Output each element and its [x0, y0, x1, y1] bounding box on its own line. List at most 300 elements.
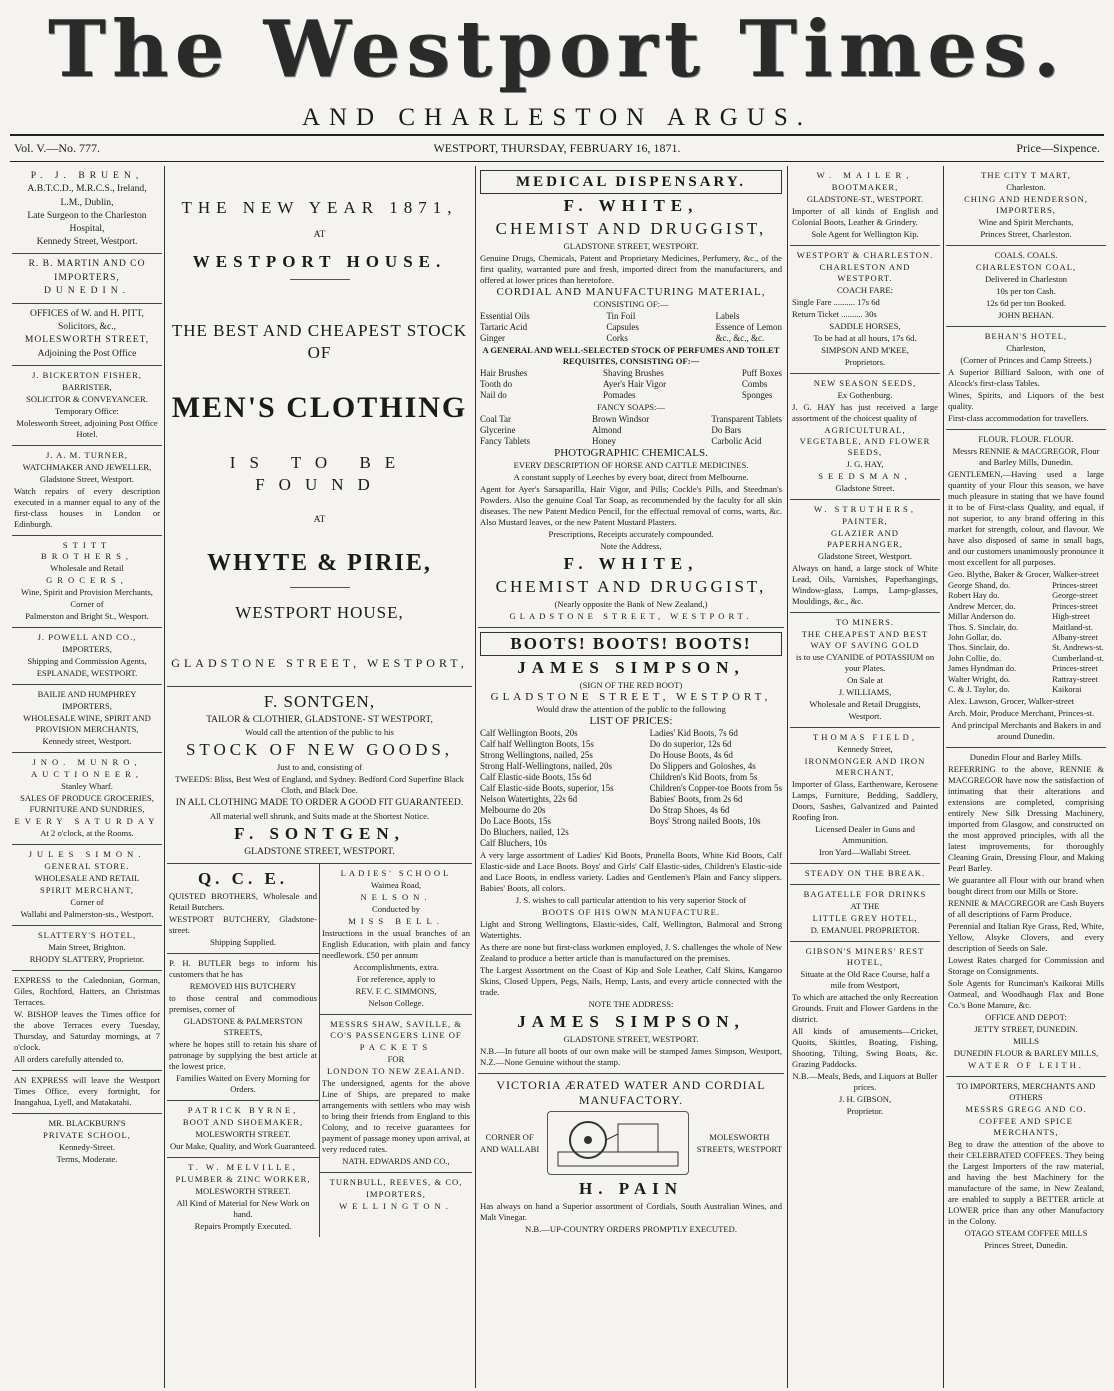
ad-line: CORNER OF — [485, 1131, 534, 1142]
ad-bruen — [12, 166, 162, 254]
ad-line: REV. F. C. SIMMONS, — [355, 986, 437, 997]
ad-line: Charleston. — [1006, 182, 1046, 192]
ad-line: Sole Agent for Wellington Kip. — [811, 229, 919, 239]
ad-line: NATH. EDWARDS AND CO., — [342, 1156, 450, 1167]
ad-line: Note the Address, — [600, 541, 662, 551]
ad-line: F. SONTGEN, — [234, 823, 405, 843]
ad-heading: SLATTERY'S HOTEL, — [37, 930, 137, 941]
ad-line: At 2 o'clock, at the Rooms. — [40, 828, 134, 839]
ad-heading: J. BICKERTON FISHER, — [31, 370, 143, 381]
ad-line: Families Waited on Every Morning for Orders. — [176, 1073, 310, 1095]
ad-line: IS TO BE FOUND — [229, 453, 410, 495]
price: Price—Sixpence. — [1016, 141, 1100, 155]
ad-line: Return Ticket .......... 30s — [792, 309, 877, 319]
ad-heading: TURNBULL, REEVES, & CO, — [329, 1177, 463, 1188]
ad-heading: THE NEW YEAR 1871, — [181, 198, 458, 217]
ad-line: IMPORTERS, — [54, 271, 120, 283]
ad-line: REFERRING to the above, RENNIE & MACGREGOR have now the satisfaction of intimating that their alterations and extensions are completed, comprising entirely New Silk Dressing Machinery, imported from Glasgow, and constructed on the most approved principles, with all the latest improvements, for thoroughly Cleaning Grain, Dressing Flour, and Making Pearl Barley. — [948, 764, 1104, 874]
ad-coach — [790, 246, 940, 374]
column-5 — [946, 166, 1106, 1388]
ad-line: J. G. HAY has just received a large assortment of the choicest quality of — [792, 402, 938, 423]
sub-column-right — [320, 864, 472, 1237]
ad-heading: GIBSON'S MINERS' REST HOTEL, — [805, 946, 925, 967]
ad-line: (SIGN OF THE RED BOOT) — [579, 680, 683, 690]
column-2 — [167, 166, 472, 1388]
ad-line: DUNEDIN. — [43, 285, 131, 297]
ad-heading: TO IMPORTERS, MERCHANTS AND OTHERS — [956, 1081, 1096, 1103]
ad-line: NOTE THE ADDRESS: — [588, 999, 674, 1009]
newspaper-title: The Westport Times. — [47, 4, 1067, 95]
ad-line: QUISTED BROTHERS, Wholesale and Retail Butchers. — [169, 891, 317, 913]
ad-line: Prescriptions, Receipts accurately compounded. — [548, 529, 714, 539]
ad-line: Terms, Moderate. — [56, 1154, 118, 1165]
ad-line: Situate at the Old Race Course, half a mile from Westport, — [800, 969, 930, 990]
ad-line: GLADSTONE STREET, WESTPORT, — [171, 655, 468, 670]
ad-fisher — [12, 366, 162, 446]
ad-line: to those central and commodious premises, corner of — [169, 993, 317, 1015]
price-list-column: Calf Wellington Boots, 20s Calf half Wellington Boots, 15s Strong Wellingtons, nailed, 25s Strong Half-Wellingtons, nailed, 20s Calf Elastic-side Boots, 15s 6d Calf Elastic-side Boots, superior, 15s Nelson Watertights, 22s 6d Melbourne do 20s Do Lace Boots, 15s Do Bluchers, nailed, 12s Calf Bluchers, 10s — [480, 728, 614, 848]
ad-line: Shipping and Commission Agents, — [27, 656, 147, 667]
ad-line: MISS BELL. — [348, 916, 444, 927]
ad-gibson — [790, 942, 940, 1122]
ad-line: Single Fare .......... 17s 6d — [792, 297, 880, 307]
ad-line: Iron Yard—Wallabi Street. — [819, 847, 911, 857]
volume-number: Vol. V.—No. 777. — [14, 141, 101, 155]
ad-struthers — [790, 500, 940, 613]
column-rule — [164, 166, 165, 1388]
ad-line: SALES OF PRODUCE GROCERIES, FURNITURE AND SUNDRIES, — [20, 793, 154, 815]
column-1 — [12, 166, 162, 1388]
ad-line: Princes Street, Charleston. — [980, 229, 1072, 239]
ad-line: Importer of Glass, Earthenware, Kerosene Lamps, Furniture, Bedding, Saddlery, Doors, Sashes, Galvanized and Painted Roofing Iron. — [792, 779, 938, 822]
ad-heading: OFFICES of W. and H. PITT, — [30, 307, 144, 319]
ad-heading: JNO. MUNRO, — [32, 757, 142, 768]
masthead-rule — [10, 134, 1104, 136]
ad-line: Palmerston and Bright St., Wesport. — [25, 611, 149, 622]
ad-line: GLADSTONE STREET, WESTPORT. — [563, 1034, 699, 1044]
ad-line: H. PAIN — [578, 1179, 683, 1198]
list-column: Essential Oils Tartaric Acid Ginger — [480, 311, 530, 343]
ad-line: To which are attached the only Recreation Grounds. Fruit and Flower Gardens in the district. — [792, 992, 938, 1024]
ad-heading: STEADY ON THE BREAK. — [804, 868, 926, 878]
ad-heading: VICTORIA ÆRATED WATER AND CORDIAL MANUFACTORY. — [496, 1078, 766, 1107]
ad-line: Corner of — [70, 599, 104, 610]
ad-heading: MEDICAL DISPENSARY. — [480, 170, 782, 194]
ad-heading: P. J. BRUEN, — [30, 170, 144, 181]
ad-hay-seeds — [790, 374, 940, 500]
sub-column-left — [167, 864, 320, 1237]
ad-line: Geo. Blythe, Baker & Grocer, Walker-street — [948, 569, 1099, 579]
ad-heading: W. STRUTHERS, — [814, 504, 916, 514]
ad-heading: J. POWELL AND CO., — [37, 632, 137, 643]
ad-mailer — [790, 166, 940, 246]
column-2-split — [167, 864, 472, 1237]
ad-coals — [946, 246, 1106, 327]
ad-line: All kinds of amusements—Cricket, Quoits, Skittles, Boating, Fishing, Shooting, Tilting, Swing Boats, &c. Grazing Paddocks. — [792, 1026, 938, 1069]
ad-line: Beg to draw the attention of the above to their CELEBRATED COFFEES. They being the Largest Importers of the raw material, and having the best Machinery for the manufacture of the same, in New Zealand, are enabled to supply a BETTER article at LOWER price than any other Manufactory in the Colony. — [948, 1139, 1104, 1227]
list-column: Shaving Brushes Ayer's Hair Vigor Pomades — [603, 368, 667, 400]
ad-express-inangahua — [12, 1071, 162, 1114]
ad-line: (Nearly opposite the Bank of New Zealand,) — [554, 599, 708, 609]
ad-field — [790, 728, 940, 864]
ad-line: PLUMBER & ZINC WORKER, — [175, 1174, 311, 1185]
ad-line: A GENERAL AND WELL-SELECTED STOCK OF PERFUMES AND TOILET REQUISITES, CONSISTING OF:— — [482, 345, 780, 366]
ad-line: is to use CYANIDE of POTASSIUM on your Plates. — [795, 652, 935, 673]
ad-line: Importer of all kinds of English and Colonial Boots, Leather & Grindery. — [792, 206, 938, 227]
ad-line: WESTPORT HOUSE. — [192, 252, 447, 272]
ad-line: GLADSTONE & PALMERSTON STREETS, — [183, 1016, 303, 1038]
ad-line: LITTLE GREY HOTEL, — [812, 913, 918, 923]
ad-line: AGRICULTURAL, VEGETABLE, AND FLOWER SEEDS, — [799, 425, 931, 457]
address-right — [697, 1131, 782, 1156]
ad-line: WHOLESALE WINE, SPIRIT AND PROVISION MERCHANTS, — [23, 713, 151, 735]
ad-line: GLADSTONE-ST., WESTPORT. — [806, 194, 924, 204]
ad-line: SEEDSMAN, — [818, 471, 912, 481]
ad-heading: BAILIE AND HUMPHREY — [37, 689, 137, 700]
ad-line: Messrs RENNIE & MACGREGOR, Flour and Barley Mills, Dunedin. — [952, 446, 1100, 467]
column-rule — [787, 166, 788, 1388]
toilet-requisites-list — [480, 368, 782, 401]
ad-steady — [790, 864, 940, 885]
ad-line: The undersigned, agents for the above Line of Ships, are prepared to make arrangements with settlers who may wish to bring their friends from England to this Colony, and to receive guarantees for payment of passage money upon arrival, at very reduced rates. — [322, 1078, 470, 1155]
ad-line: FOR — [387, 1054, 405, 1065]
ad-heading: BOOTS! BOOTS! BOOTS! — [480, 632, 782, 656]
ad-line: Stanley Wharf. — [61, 781, 113, 792]
address-left — [480, 1131, 539, 1156]
ad-line: Kennedy Street, — [837, 744, 893, 754]
dateline-rule — [10, 161, 1104, 162]
ad-line: MEN'S CLOTHING — [171, 391, 468, 425]
column-4 — [790, 166, 940, 1388]
ad-heading: TO MINERS. — [835, 617, 895, 627]
ad-line: D. EMANUEL PROPRIETOR. — [810, 925, 920, 935]
ad-line: STREETS, WESTPORT — [696, 1143, 782, 1154]
column-3 — [478, 166, 784, 1388]
ad-line: MESSRS GREGG AND CO. — [965, 1104, 1087, 1115]
divider — [290, 279, 350, 280]
ad-line: Just to and, consisting of — [276, 762, 363, 773]
ad-line: GROCERS, — [46, 575, 128, 586]
ad-line: RHODY SLATTERY, Proprietor. — [29, 954, 145, 965]
ad-line: We guarantee all Flour with our brand when bought direct from our Mills or Store. — [948, 875, 1104, 897]
divider — [290, 587, 350, 588]
ad-line: DUNEDIN FLOUR & BARLEY MILLS, — [953, 1048, 1099, 1059]
ad-line: Agent for Ayer's Sarsaparilla, Hair Vigor, and Pills; Cockle's Pills, and Steedman's Powders. Also the genuine Coal Tar Soap, as recommended by the faculty for all skin diseases. The new Patent Medico Pencil, for the effectual removal of corns, warts, &c. Also Mustard leaves, or the new Patent Mustard Plasters. — [480, 484, 782, 527]
ad-bell — [320, 864, 472, 1015]
masthead — [0, 0, 1114, 132]
ad-line: Watch repairs of every description executed in a manner equal to any of the first-class houses in London or Edinburgh. — [14, 486, 160, 530]
ad-line: NELSON. — [360, 892, 432, 903]
ad-simon — [12, 845, 162, 926]
ad-line: SPIRIT MERCHANT, — [40, 885, 134, 896]
ad-line: Adjoining the Post Office — [37, 347, 137, 359]
ad-line: 12s 6d per ton Booked. — [986, 298, 1066, 308]
ad-line: MOLESWORTH STREET. — [195, 1129, 291, 1140]
ad-line: FANCY SOAPS:— — [596, 402, 666, 412]
ad-heading: THE CITY T MART, — [981, 170, 1071, 180]
ad-line: Nelson College. — [368, 998, 424, 1009]
ad-line: Molesworth Street, adjoining Post Office Hotel. — [16, 418, 158, 440]
ad-williams-miners — [790, 613, 940, 728]
ad-line: Proprietor. — [846, 1106, 884, 1116]
signatory-streets: Princes-street George-street Princes-street High-street Maitland-st. Albany-street St. Andrews-st. Cumberland-st. Princes-street Rattray-street Kaikorai — [1052, 581, 1104, 695]
ad-line: Has always on hand a Superior assortment of Cordials, South Australian Wines, and Malt Vinegar. — [480, 1201, 782, 1222]
ad-line: Accomplishments, extra. — [353, 962, 439, 973]
ad-heading: JULES SIMON. — [28, 849, 146, 860]
ad-line: COFFEE AND SPICE MERCHANTS, — [979, 1116, 1073, 1138]
ad-line: Wallabi and Palmerston-sts., Westport. — [20, 909, 154, 920]
ad-line: AT — [313, 514, 326, 526]
ad-line: EXPRESS to the Caledonian, Gorman, Giles, Rochford, Hatters, an Christmas Terraces. — [14, 975, 160, 1008]
list-column: Puff Boxes Combs Sponges — [741, 368, 782, 400]
ad-line: MOLESWORTH STREET. — [195, 1186, 291, 1197]
ad-line: COACH FARE: — [837, 285, 893, 295]
ad-line: A Superior Billiard Saloon, with one of Alcock's first-class Tables. — [948, 367, 1104, 388]
ad-line: N.B.—UP-COUNTRY ORDERS PROMPTLY EXECUTED. — [525, 1224, 737, 1234]
ad-line: IMPORTERS, — [62, 644, 112, 655]
ad-byrne — [167, 1101, 319, 1158]
ad-line: All orders carefully attended to. — [14, 1054, 124, 1065]
ad-line: First-class accommodation for travellers. — [948, 413, 1089, 423]
ad-line: Genuine Drugs, Chemicals, Patent and Proprietary Medicines, Perfumery, &c., of the first quality, warranted pure and fresh, imported direct from the manufacturers, and offered at lower prices than heretofore. — [480, 253, 782, 285]
ad-martin — [12, 254, 162, 303]
ad-line: Shipping Supplied. — [210, 937, 276, 948]
ad-line: Kennedy-Street. — [58, 1142, 116, 1153]
ad-heading: Dunedin Flour and Barley Mills. — [969, 752, 1083, 763]
ad-line: Wholesale and Retail Druggists, — [809, 699, 921, 709]
ad-line: GLADSTONE STREET, WESTPORT. — [563, 241, 699, 251]
ad-line: BOOTMAKER, — [831, 182, 899, 192]
ad-line: Lowest Rates charged for Commission and Storage on Consignments. — [948, 955, 1104, 977]
ad-heading: BEHAN'S HOTEL, — [984, 331, 1068, 341]
ad-line: REMOVED HIS BUTCHERY — [189, 981, 297, 992]
ad-line: Light and Strong Wellingtons, Elastic-sides, Calf, Wellington, Balmoral and Strong Watertights. — [480, 919, 782, 940]
ad-line: MOLESWORTH — [709, 1131, 770, 1142]
ad-line: GLADSTONE STREET, WESTPORT. — [244, 845, 395, 857]
ad-line: (Corner of Princes and Camp Streets.) — [960, 355, 1092, 365]
ad-line: SIMPSON AND M'KEE, — [821, 345, 909, 355]
ad-line: STOCK OF NEW GOODS, — [185, 740, 454, 760]
ad-line: Kennedy street, Westport. — [42, 736, 132, 747]
ad-line: WESTPORT HOUSE, — [235, 602, 404, 622]
ad-pain — [478, 1074, 784, 1240]
ad-line: CHING AND HENDERSON, IMPORTERS, — [964, 194, 1088, 215]
ad-simpson — [478, 628, 784, 1074]
ad-line: WHYTE & PIRIE, — [207, 549, 432, 576]
ad-line: CHEMIST AND DRUGGIST, — [495, 219, 767, 238]
ad-line: IMPORTERS, — [366, 1189, 426, 1200]
ad-line: THE BEST AND CHEAPEST STOCK OF — [171, 321, 468, 363]
list-column: Tin Foil Capsules Corks — [606, 311, 639, 343]
ad-line: IMPORTERS, — [62, 701, 112, 712]
ad-line: W. BISHOP leaves the Times office for the above Terraces every Tuesday, Thursday, and Saturday mornings, at 7 o'clock. — [14, 1009, 160, 1053]
ad-line: IRONMONGER AND IRON MERCHANT, — [804, 756, 926, 777]
ad-line: EVERY DESCRIPTION OF HORSE AND CATTLE MEDICINES. — [513, 460, 749, 470]
ad-line: F. WHITE, — [563, 196, 699, 215]
column-rule — [943, 166, 944, 1388]
ad-line: Gladstone Street, Westport. — [39, 474, 135, 485]
newspaper-subtitle: AND CHARLESTON ARGUS. — [301, 104, 813, 131]
ad-heading: T. W. MELVILLE, — [188, 1162, 298, 1173]
ad-line: WATCHMAKER AND JEWELLER, — [22, 462, 152, 473]
ad-stitt — [12, 536, 162, 628]
ad-line: Our Make, Quality, and Work Guaranteed. — [169, 1141, 317, 1152]
ad-line: PRIVATE SCHOOL, — [43, 1130, 131, 1141]
ad-line: Perennial and Italian Rye Grass, Red, White, Yellow, Alsyke Clovers, and every description of Seeds on Sale. — [948, 921, 1104, 954]
ad-city-mart — [946, 166, 1106, 246]
ad-line: CORDIAL AND MANUFACTURING MATERIAL, — [496, 286, 766, 298]
ad-line: On Sale at — [847, 675, 883, 685]
ad-line: TAILOR & CLOTHIER, GLADSTONE- ST WESTPORT, — [206, 713, 433, 725]
ad-gregg — [946, 1077, 1106, 1256]
ad-express — [12, 971, 162, 1071]
ad-turnbull — [320, 1173, 472, 1217]
ad-quisted — [167, 864, 319, 954]
ad-whyte-pirie — [167, 166, 472, 687]
ad-line: As there are none but first-class workmen employed, J. S. challenges the whole of New Zealand to produce a better article than is manufactured on the premises. — [480, 942, 782, 963]
ad-line: Gladstone Street. — [835, 483, 895, 493]
ad-heading: WESTPORT & CHARLESTON. — [796, 250, 934, 260]
ad-line: J. WILLIAMS, — [838, 687, 892, 697]
ad-sontgen — [167, 687, 472, 864]
ad-heading: Q. C. E. — [197, 869, 289, 889]
ad-line: CHARLESTON AND WESTPORT. — [819, 262, 911, 283]
ad-line: Temporary Office: — [55, 406, 119, 417]
ad-line: Always on hand, a large stock of White Lead, Oils, Varnishes, Paperhangings, Window-glass, Lamps, Lamp-glasses, Mouldings, &c., &c. — [792, 563, 938, 606]
ad-line: Would call the attention of the public to his — [245, 727, 394, 738]
ad-line: WHOLESALE AND RETAIL — [34, 873, 140, 884]
ad-line: A constant supply of Leeches by every boat, direct from Melbourne. — [513, 472, 749, 482]
ad-line: Solicitors, &c., — [57, 321, 117, 333]
ad-line: N.B.—Meals, Beds, and Liquors at Buller prices. — [792, 1071, 938, 1092]
dateline — [12, 141, 1102, 159]
ad-blackburn — [12, 1114, 162, 1170]
ad-line: where he hopes still to retain his share of patronage by supplying the best article at the lowest price. — [169, 1039, 317, 1072]
ad-line: LIST OF PRICES: — [589, 715, 673, 727]
ad-line: TWEEDS: Bliss, Best West of England, and Sydney. Bedford Cord Superfine Black Cloth, and Black Doe. — [175, 774, 464, 796]
ad-munro — [12, 753, 162, 845]
ad-line: PAINTER, — [842, 516, 888, 526]
ad-line: JAMES SIMPSON, — [517, 658, 745, 677]
ad-line: All Kind of Material for New Work on hand. — [176, 1198, 310, 1220]
ad-line: Corner of — [70, 897, 104, 908]
ad-line: JOHN BEHAN. — [998, 310, 1054, 320]
ad-heading: THOMAS FIELD, — [813, 732, 917, 742]
signatory-names: George Shand, do. Robert Hay do. Andrew Mercer, do. Millar Anderson do. Thos. S. Sinclair, do. John Gollar, do. Thos. Sinclair, do. John Collie, do. James Hyndman do. Walter Wright, do. C. & J. Taylor, do. — [948, 581, 1019, 695]
ad-line: The Largest Assortment on the Coast of Kip and Sole Leather, Calf Skins, Kangaroo Skins, Closed Uppers, Pegs, Nails, Hemp, Lasts, and every article connected with the trade. — [480, 965, 782, 997]
engraving-row — [480, 1109, 782, 1177]
price-list-column: Ladies' Kid Boots, 7s 6d Do do superior, 12s 6d Do House Boots, 4s 6d Do Slippers and Goloshes, 4s Children's Kid Boots, from 5s Children's Copper-toe Boots from 5s Babies' Boots, from 2s 6d Do Strap Shoes, 4s 6d Boys' Strong nailed Boots, 10s — [649, 728, 782, 826]
ad-line: Ex Gothenburg. — [837, 390, 893, 400]
ad-butler — [167, 954, 319, 1101]
ad-line: Conducted by — [372, 904, 420, 915]
ad-line: JETTY STREET, DUNEDIN. — [974, 1024, 1078, 1035]
ad-turner — [12, 446, 162, 536]
ad-heading: MESSRS SHAW, SAVILLE, & CO'S PASSENGERS LINE OF — [330, 1019, 462, 1041]
ad-heading: J. A. M. TURNER, — [46, 450, 128, 461]
ad-line: WESTPORT BUTCHERY, Gladstone-street. — [169, 914, 317, 936]
ad-line: PACKETS — [359, 1042, 433, 1053]
ad-heading: R. B. MARTIN AND CO — [28, 258, 146, 270]
ad-line: BOOTS OF HIS OWN MANUFACTURE. — [541, 907, 721, 917]
ad-line: CHARLESTON COAL, — [975, 262, 1077, 272]
ad-line: OFFICE AND DEPOT: — [985, 1012, 1067, 1023]
ad-emanuel — [790, 885, 940, 942]
ad-line: GENTLEMEN,—Having used a large quantity of your Flour this season, we have much pleasure in stating that we have found it to be of First-class Quality, and equal, if not superior, to any brand offering in this market for strength, colour, and flavour. We have also disposed of same in small bags, and our customers unanimously pronounce it most excellent for all purposes. — [948, 469, 1104, 567]
ad-line: AUCTIONEER, — [30, 769, 144, 780]
ad-line: Licensed Dealer in Guns and Ammunition. — [815, 824, 915, 845]
ad-line: J. S. wishes to call particular attention to his very superior Stock of — [515, 895, 747, 905]
ad-heading: PATRICK BYRNE, — [187, 1105, 299, 1116]
ad-heading: STITT BROTHERS, — [40, 540, 134, 562]
machinery-engraving-icon — [547, 1111, 689, 1175]
ad-line: THE CHEAPEST AND BEST WAY OF SAVING GOLD — [801, 629, 929, 650]
ad-line: Sole Agents for Runciman's Kaikorai Mills Oatmeal, and Woodhaugh Flax and Bone Co.'s Bone Manure, &c. — [948, 978, 1104, 1011]
ad-line: J. H. GIBSON, — [838, 1094, 892, 1104]
ad-line: Late Surgeon to the Charleston Hospital, — [27, 210, 147, 234]
ad-line: N.B.—In future all boots of our own make will be stamped James Simpson, Westport, N.Z.—None Genuine without the stamp. — [480, 1046, 782, 1067]
ad-heading: COALS. COALS. — [994, 250, 1058, 260]
ad-line: SOLICITOR & CONVEYANCER. — [26, 394, 148, 405]
ad-line: J. G. HAY, — [846, 459, 884, 469]
ad-line: LONDON TO NEW ZEALAND. — [326, 1066, 465, 1077]
ad-line: BARRISTER, — [62, 382, 112, 393]
ad-heading: BAGATELLE FOR DRINKS — [803, 889, 927, 899]
ad-behan — [946, 327, 1106, 430]
ad-line: SADDLE HORSES, — [829, 321, 901, 331]
ad-line: And principal Merchants and Bakers in and around Dunedin. — [951, 720, 1101, 742]
ad-rennie-testimonial — [946, 430, 1106, 748]
ad-heading: MR. BLACKBURN'S — [48, 1118, 126, 1129]
ad-line: PHOTOGRAPHIC CHEMICALS. — [554, 447, 708, 459]
place-date: WESTPORT, THURSDAY, FEBRUARY 16, 1871. — [433, 141, 681, 155]
ad-line: For reference, apply to — [356, 974, 436, 985]
ad-line: Delivered in Charleston — [984, 274, 1068, 284]
ad-line: BOOT AND SHOEMAKER, — [182, 1117, 304, 1128]
ad-melville — [167, 1158, 319, 1237]
ad-line: Instructions in the usual branches of an English Education, with plain and fancy needlework. £50 per annum — [322, 928, 470, 961]
ad-heading: NEW SEASON SEEDS, — [813, 378, 917, 388]
ad-line: 10s per ton Cash. — [996, 286, 1056, 296]
signatory-list — [948, 581, 1104, 695]
list-column: Labels Essence of Lemon &c., &c., &c. — [715, 311, 782, 343]
list-column: Transparent Tablets Do Bars Carbolic Acid — [711, 414, 782, 446]
ad-line: AN EXPRESS will leave the Westport Times Office, every fortnight, for Inangahua, Lyell, and Matakatahi. — [14, 1075, 160, 1108]
ad-line: CONSISTING OF:— — [593, 299, 669, 309]
ad-line: L.M., Dublin, — [60, 196, 114, 208]
ad-line: Alex. Lawson, Grocer, Walker-street — [948, 696, 1075, 707]
ad-line: A very large assortment of Ladies' Kid Boots, Prunella Boots, White Kid Boots, Calf Elastic-side and Lace Boots. Boys' and Girls' Calf Elastic-sides, Children's Elastic-side and Lace Boots, in endless variety. Ladies and Gentlemen's Plain and Fancy slippers. Babies' Boots, all colors. — [480, 850, 782, 893]
ad-line: AT — [313, 229, 326, 240]
ad-line: F. WHITE, — [563, 554, 699, 573]
ad-heading: FLOUR. FLOUR. FLOUR. — [978, 434, 1074, 444]
ad-line: Wholesale and Retail — [50, 563, 124, 574]
ad-heading: F. SONTGEN, — [263, 691, 376, 711]
cordial-materials-list — [480, 311, 782, 344]
ad-line: Repairs Promptly Executed. — [194, 1221, 292, 1232]
ad-rennie-mills — [946, 748, 1106, 1077]
ad-line: Arch. Moir, Produce Merchant, Princes-st. — [948, 708, 1095, 719]
ad-line: Charleston, — [1006, 343, 1046, 353]
ad-slattery — [12, 926, 162, 971]
ad-line: To be had at all hours, 17s 6d. — [813, 333, 917, 343]
ad-line: CHEMIST AND DRUGGIST, — [495, 577, 767, 596]
column-rule — [475, 166, 476, 1388]
ad-line: EVERY SATURDAY — [14, 816, 160, 827]
ad-line: RENNIE & MACGREGOR are Cash Buyers of all descriptions of Farm Produce. — [948, 898, 1104, 920]
fancy-soaps-list — [480, 414, 782, 447]
ad-line: JAMES SIMPSON, — [517, 1012, 745, 1031]
